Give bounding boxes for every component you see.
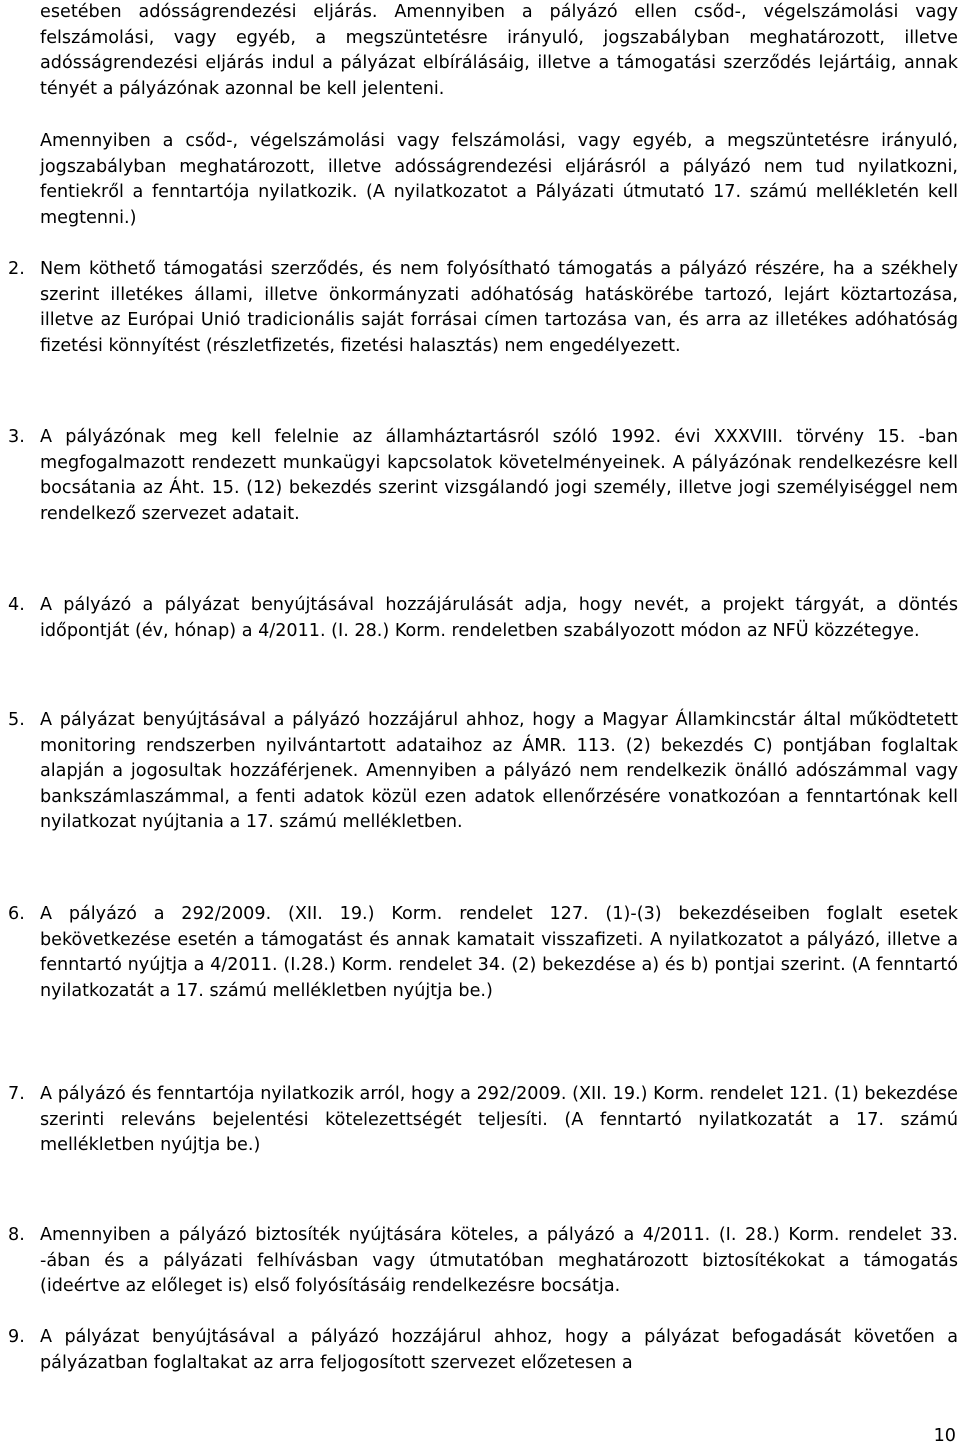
list-item-text: A pályázó a 292/2009. (XII. 19.) Korm. rendelet 127. (1)-(3) bekezdéseiben foglalt esetek bekövetkezése esetén a támogatást és annak kamatait visszafizeti. A nyilatkozatot a pályázó, illetve a fenntartó nyújtja a 4/2011. (I.28.) Korm. rendelet 34. (2) bekezdése a) és b) pontjai szerint. (A fenntartó nyilatkozatát a 17. számú mellékletben nyújtja be.)	[40, 904, 958, 1001]
list-item-number: 9.	[8, 1327, 25, 1347]
list-item-text: A pályázó és fenntartója nyilatkozik arról, hogy a 292/2009. (XII. 19.) Korm. rendelet 121. (1) bekezdése szerinti releváns bejelentési kötelezettségét teljesíti. (A fenntartó nyilatkozatát a 17. számú mellékletben nyújtja be.)	[40, 1084, 958, 1156]
list-item-text: A pályázat benyújtásával a pályázó hozzájárul ahhoz, hogy a pályázat befogadását követően a pályázatban foglaltakat az arra feljogosított szervezet előzetesen a	[40, 1327, 958, 1373]
list-item-text: Nem köthető támogatási szerződés, és nem folyósítható támogatás a pályázó részére, ha a székhely szerint illetékes állami, illetve önkormányzati adóhatóság hatáskörébe tartozó, lejárt köztartozása, illetve az Európai Unió tradicionális saját forrásai címen tartozása van, és arra az illetékes adóhatóság fizetési könnyítést (részletfizetés, fizetési halasztás) nem engedélyezett.	[40, 259, 958, 356]
list-item-number: 8.	[8, 1225, 25, 1245]
list-item-text: Amennyiben a pályázó biztosíték nyújtására köteles, a pályázó a 4/2011. (I. 28.) Korm. rendelet 33. -ában és a pályázati felhívásban vagy útmutatóban meghatározott biztosítékokat a támogatás (ideértve az előleget is) első folyósításáig rendelkezésre bocsátja.	[40, 1225, 958, 1297]
list-item-number: 7.	[8, 1084, 25, 1104]
intro-paragraph-1: esetében adósságrendezési eljárás. Amennyiben a pályázó ellen csőd-, végelszámolási vagy felszámolási, vagy egyéb, a megszüntetésre irányuló, jogszabályban meghatározott, illetve adósságrendezési eljárás indul a pályázat elbírálásáig, illetve a támogatási szerződés lejártáig, annak tényét a pályázónak azonnal be kell jelenteni.	[40, 2, 958, 99]
list-item-number: 2.	[8, 259, 25, 279]
list-item-number: 3.	[8, 427, 25, 447]
intro-paragraph-2: Amennyiben a csőd-, végelszámolási vagy felszámolási, vagy egyéb, a megszüntetésre irányuló, jogszabályban meghatározott, illetve adósságrendezési eljárásról a pályázó nem tud nyilatkozni, fentiekről a fenntartója nyilatkozik. (A nyilatkozatot a Pályázati útmutató 17. számú mellékletén kell megtenni.)	[40, 131, 958, 228]
list-item-text: A pályázat benyújtásával a pályázó hozzájárul ahhoz, hogy a Magyar Államkincstár által működtetett monitoring rendszerben nyilvántartott adataihoz az ÁMR. 113. (2) bekezdés C) pontjában foglaltak alapján a jogosultak hozzáférjenek. Amennyiben a pályázó nem rendelkezik önálló adószámmal vagy bankszámlaszámmal, a fenti adatok közül ezen adatok ellenőrzésére vonatkozóan a fenntartónak kell nyilatkozat nyújtania a 17. számú mellékletben.	[40, 710, 958, 833]
list-item-text: A pályázónak meg kell felelnie az államháztartásról szóló 1992. évi XXXVIII. törvény 15. -ban megfogalmazott rendezett munkaügyi kapcsolatok követelményeinek. A pályázónak rendelkezésre kell bocsátania az Áht. 15. (12) bekezdés szerint vizsgálandó jogi személy, illetve jogi személyiséggel nem rendelkező szervezet adatait.	[40, 427, 958, 524]
list-item-text: A pályázó a pályázat benyújtásával hozzájárulását adja, hogy nevét, a projekt tárgyát, a döntés időpontját (év, hónap) a 4/2011. (I. 28.) Korm. rendeletben szabályozott módon az NFÜ közzétegye.	[40, 595, 958, 641]
page-number: 10	[933, 1426, 956, 1446]
list-item-number: 4.	[8, 595, 25, 615]
list-item-number: 6.	[8, 904, 25, 924]
list-item-number: 5.	[8, 710, 25, 730]
